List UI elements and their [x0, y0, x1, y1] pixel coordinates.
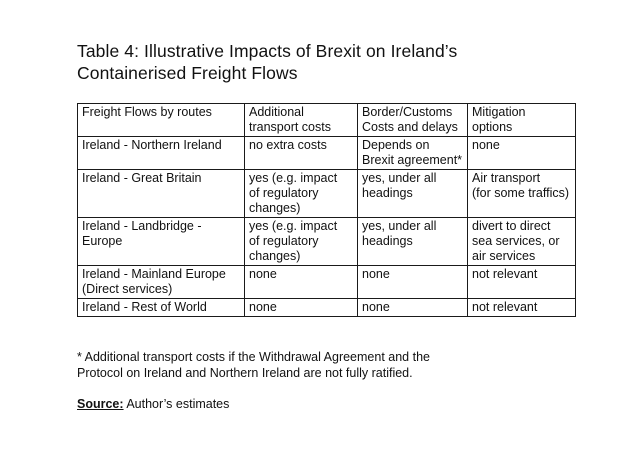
table-cell	[358, 218, 468, 266]
cell-text: Brexit agreement*	[362, 153, 463, 167]
footnote-line-1: * Additional transport costs if the Withdrawal Agreement and the	[77, 350, 430, 364]
cell-text: no extra costs	[249, 138, 327, 152]
footnote	[77, 349, 577, 381]
cell-text: yes (e.g. impact	[249, 171, 338, 185]
cell-text: not relevant	[472, 267, 538, 281]
table-header-row	[78, 104, 576, 137]
cell-text: none	[472, 138, 500, 152]
cell-text: sea services, or	[472, 234, 560, 248]
cell-text: Ireland - Great Britain	[82, 171, 202, 185]
column-header-text: Border/Customs	[362, 105, 453, 119]
route-cell	[78, 218, 245, 266]
source-text: Author’s estimates	[123, 397, 230, 411]
cell-text: not relevant	[472, 300, 538, 314]
cell-text: Ireland - Landbridge -	[82, 219, 202, 233]
route-cell	[78, 299, 245, 317]
column-header-text: Mitigation	[472, 105, 526, 119]
cell-text: none	[362, 300, 390, 314]
route-cell	[78, 170, 245, 218]
table-row	[78, 137, 576, 170]
column-header	[78, 104, 245, 137]
table-cell	[245, 137, 358, 170]
column-header-text: transport costs	[249, 120, 331, 134]
cell-text: none	[249, 267, 277, 281]
column-header-text: Additional	[249, 105, 304, 119]
table-row	[78, 218, 576, 266]
table-row	[78, 266, 576, 299]
cell-text: Depends on	[362, 138, 430, 152]
table-title-line-2: Containerised Freight Flows	[77, 63, 298, 83]
cell-text: of regulatory	[249, 186, 319, 200]
column-header-text: Costs and delays	[362, 120, 458, 134]
cell-text: air services	[472, 249, 536, 263]
cell-text: Ireland - Rest of World	[82, 300, 207, 314]
table-cell	[358, 170, 468, 218]
cell-text: none	[362, 267, 390, 281]
table-cell	[468, 170, 576, 218]
route-cell	[78, 266, 245, 299]
column-header	[468, 104, 576, 137]
cell-text: (Direct services)	[82, 282, 173, 296]
column-header	[358, 104, 468, 137]
table-row	[78, 170, 576, 218]
column-header-text: Freight Flows by routes	[82, 105, 212, 119]
table-cell	[245, 266, 358, 299]
table-cell	[358, 299, 468, 317]
column-header	[245, 104, 358, 137]
table-cell	[468, 266, 576, 299]
table-cell	[245, 170, 358, 218]
table-body	[78, 137, 576, 317]
table-title-line-1: Table 4: Illustrative Impacts of Brexit on Ireland’s	[77, 41, 458, 61]
cell-text: headings	[362, 186, 413, 200]
table-cell	[468, 218, 576, 266]
table-cell	[358, 266, 468, 299]
cell-text: changes)	[249, 249, 301, 263]
freight-impacts-table	[77, 103, 576, 317]
cell-text: yes, under all	[362, 219, 437, 233]
cell-text: none	[249, 300, 277, 314]
table-cell	[468, 137, 576, 170]
cell-text: divert to direct	[472, 219, 551, 233]
cell-text: Air transport	[472, 171, 541, 185]
table-cell	[245, 218, 358, 266]
table-cell	[468, 299, 576, 317]
cell-text: of regulatory	[249, 234, 319, 248]
cell-text: (for some traffics)	[472, 186, 570, 200]
table-cell	[245, 299, 358, 317]
cell-text: Ireland - Mainland Europe	[82, 267, 226, 281]
cell-text: headings	[362, 234, 413, 248]
table-cell	[358, 137, 468, 170]
table-title	[77, 40, 577, 84]
table-header	[78, 104, 576, 137]
source-note	[77, 396, 229, 412]
cell-text: Ireland - Northern Ireland	[82, 138, 222, 152]
cell-text: yes (e.g. impact	[249, 219, 338, 233]
footnote-line-2: Protocol on Ireland and Northern Ireland are not fully ratified.	[77, 366, 413, 380]
cell-text: Europe	[82, 234, 123, 248]
source-label: Source:	[77, 397, 124, 411]
column-header-text: options	[472, 120, 513, 134]
cell-text: changes)	[249, 201, 301, 215]
table-row	[78, 299, 576, 317]
cell-text: yes, under all	[362, 171, 437, 185]
route-cell	[78, 137, 245, 170]
